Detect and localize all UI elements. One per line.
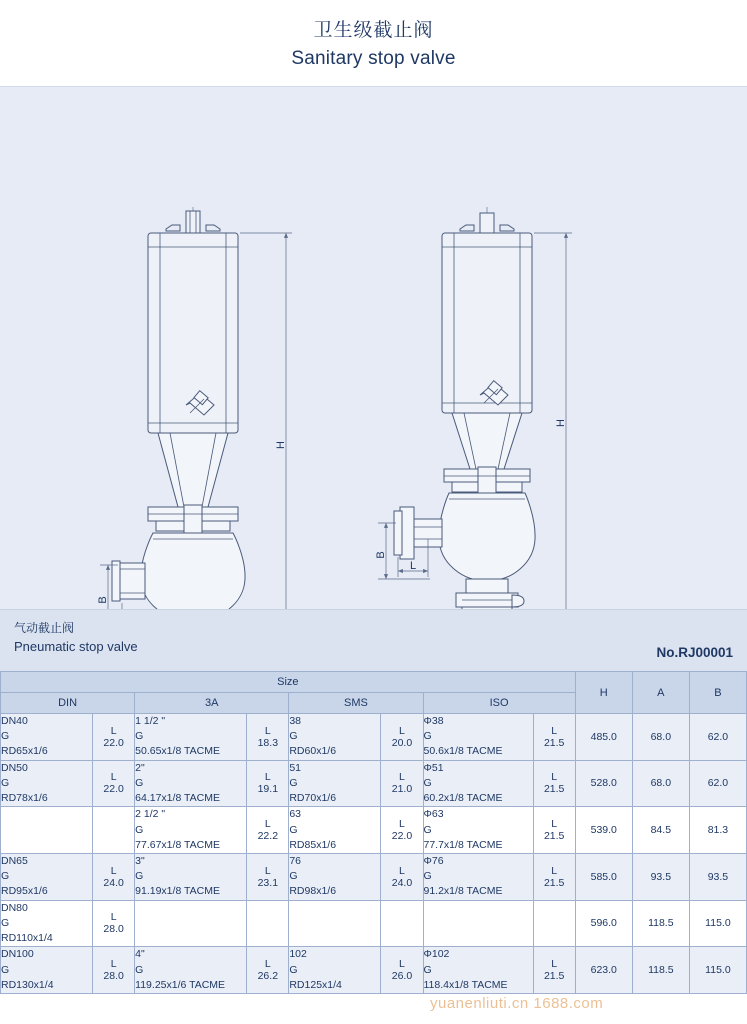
table-row [1,714,747,761]
header-DIN: DIN [1,693,135,714]
table-row [1,853,747,900]
cell-din [1,714,93,761]
cell-B: 81.3 [689,807,746,854]
technical-drawing-area [0,86,747,609]
valve-front-view [97,207,292,667]
dim-label-B-right: B [375,551,387,559]
cell-iso-L [533,900,575,947]
cell-B: 62.0 [689,760,746,807]
dim-label-B-left: B [97,596,109,604]
header-size: Size [1,672,576,693]
dim-label-L-right: L [409,560,417,572]
header-H: H [575,672,632,714]
cell-din-L: L 28.0 [93,900,135,947]
cell-A: 68.0 [632,760,689,807]
cell-din-L: L 24.0 [93,853,135,900]
cell-3a-L [247,900,289,947]
cell-sms-L [381,900,423,947]
cell-3a-L: L 19.1 [247,760,289,807]
cell-3a-L: L 18.3 [247,714,289,761]
cell-H: 623.0 [575,947,632,994]
cell-sms: 51 G RD70x1/6 [289,760,381,807]
dim-label-H-right: H [555,419,567,427]
valve-side-view [375,207,572,657]
valve-drawings-svg [0,87,747,610]
spec-table-wrap [0,671,747,994]
cell-din [1,807,93,854]
table-row [1,947,747,994]
cell-sms [289,900,381,947]
cell-H: 528.0 [575,760,632,807]
cell-din: DN100 G RD130x1/4 [1,947,93,994]
cell-sms: 63 G RD85x1/6 [289,807,381,854]
cell-B: 115.0 [689,947,746,994]
cell-sms-L: L 26.0 [381,947,423,994]
cell-B: 115.0 [689,900,746,947]
cell-A: 118.5 [632,947,689,994]
cell-A: 93.5 [632,853,689,900]
cell-sms: 38 G RD60x1/6 [289,714,381,761]
cell-iso-L: L 21.5 [533,853,575,900]
caption-en: Pneumatic stop valve [14,639,138,654]
watermark: yuanenliuti.cn 1688.com [430,995,604,1012]
cell-A: 118.5 [632,900,689,947]
cell-din: DN65 G RD95x1/6 [1,853,93,900]
cell-iso-L: L 21.5 [533,760,575,807]
cell-3a [135,900,247,947]
cell-3a: 4" G 119.25x1/6 TACME [135,947,247,994]
cell-din: DN50 G RD78x1/6 [1,760,93,807]
caption-cn: 气动截止阀 [14,621,75,635]
page-title-en: Sanitary stop valve [291,48,456,69]
cell-3a: 1 1/2 " G 50.65x1/8 TACME [135,714,247,761]
cell-3a-L: L 23.1 [247,853,289,900]
cell-H: 539.0 [575,807,632,854]
header-A: A [632,672,689,714]
cell-sms-L: L 20.0 [381,714,423,761]
cell-iso: Φ102 G 118.4x1/8 TACME [423,947,533,994]
cell-iso-L: L 21.5 [533,947,575,994]
cell-iso-L: L 21.5 [533,807,575,854]
cell-din-L [93,807,135,854]
cell-iso: Φ51 G 60.2x1/8 TACME [423,760,533,807]
cell-3a: 2 1/2 " G 77.67x1/8 TACME [135,807,247,854]
cell-A: 84.5 [632,807,689,854]
din-line3: RD65x1/6 [1,745,48,758]
cell-iso-L: L 21.5 [533,714,575,761]
cell-din: DN80 G RD110x1/4 [1,900,93,947]
dim-label-H-left: H [275,441,287,449]
header-3A: 3A [135,693,289,714]
cell-A: 68.0 [632,714,689,761]
cell-3a-L: L 26.2 [247,947,289,994]
cell-iso [423,900,533,947]
page-title-cn: 卫生级截止阀 [313,20,434,42]
cell-3a: 2" G 64.17x1/8 TACME [135,760,247,807]
page-header [0,0,747,86]
header-ISO: ISO [423,693,575,714]
table-row [1,807,747,854]
cell-sms: 76 G RD98x1/6 [289,853,381,900]
table-header-group-row [1,672,747,693]
cell-sms: 102 G RD125x1/4 [289,947,381,994]
cell-sms-L: L 21.0 [381,760,423,807]
cell-H: 596.0 [575,900,632,947]
document-number: No.RJ00001 [656,645,733,660]
caption-band [0,609,747,671]
cell-iso: Φ38 G 50.6x1/8 TACME [423,714,533,761]
header-B: B [689,672,746,714]
din-line2: G [1,730,10,743]
header-SMS: SMS [289,693,423,714]
cell-din-L: L 22.0 [93,714,135,761]
cell-B: 93.5 [689,853,746,900]
cell-din-L: L 22.0 [93,760,135,807]
cell-H: 585.0 [575,853,632,900]
cell-iso: Φ76 G 91.2x1/8 TACME [423,853,533,900]
table-row [1,760,747,807]
cell-iso: Φ63 G 77.7x1/8 TACME [423,807,533,854]
cell-din-L: L 28.0 [93,947,135,994]
cell-3a: 3" G 91.19x1/8 TACME [135,853,247,900]
cell-H: 485.0 [575,714,632,761]
spec-table [0,671,747,994]
cell-sms-L: L 24.0 [381,853,423,900]
table-row [1,900,747,947]
cell-sms-L: L 22.0 [381,807,423,854]
cell-B: 62.0 [689,714,746,761]
cell-3a-L: L 22.2 [247,807,289,854]
din-line1: DN40 [1,715,28,727]
